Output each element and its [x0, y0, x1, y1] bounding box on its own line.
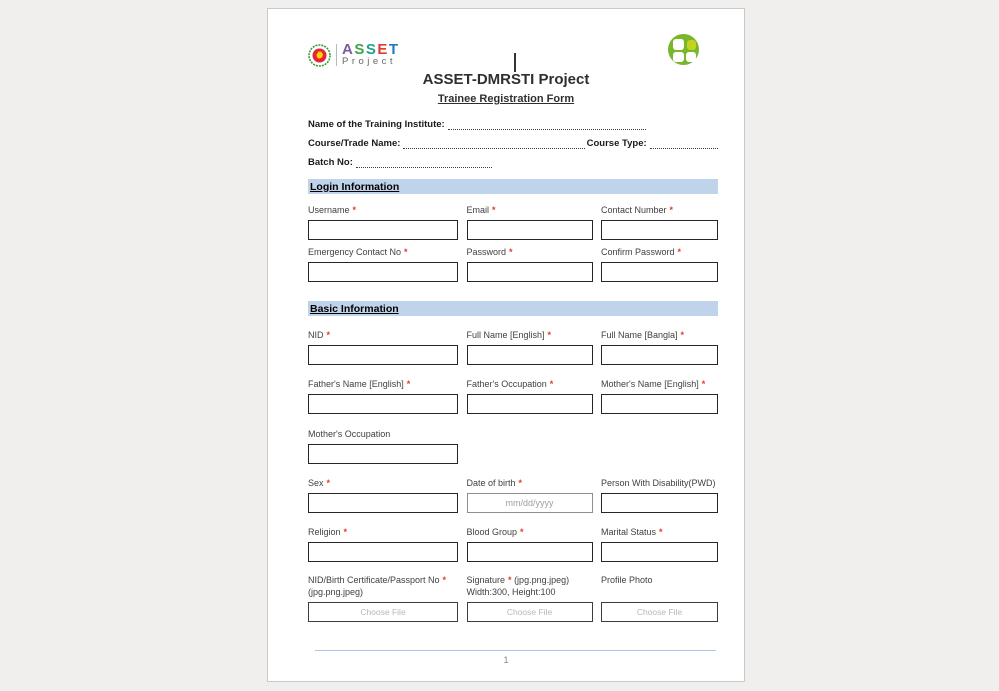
nid-file-label: NID/Birth Certificate/Passport No * (jpg.png.jpeg) [308, 575, 447, 597]
full-name-bangla-label: Full Name [Bangla] * [601, 330, 685, 340]
full-name-english-label: Full Name [English] * [466, 330, 552, 340]
fathers-name-label: Father's Name [English] * [308, 379, 411, 389]
username-label: Username * [308, 205, 357, 215]
field-signature-file [467, 575, 593, 622]
header-divider [514, 53, 516, 72]
religion-label: Religion * [308, 527, 348, 537]
mothers-occupation-label: Mother's Occupation [308, 429, 391, 439]
course-type-label: Course Type: [586, 138, 647, 149]
religion-input[interactable] [308, 542, 458, 562]
fathers-occupation-input[interactable] [467, 394, 593, 414]
sex-input[interactable] [308, 493, 458, 513]
confirm-password-label: Confirm Password * [601, 247, 682, 257]
login-row-2 [308, 246, 718, 282]
mothers-occupation-input[interactable] [308, 444, 458, 464]
batch-line [308, 157, 718, 168]
basic-row-6 [308, 575, 718, 622]
page-title: ASSET-DMRSTI Project [422, 71, 590, 88]
date-of-birth-label: Date of birth * [466, 478, 523, 488]
course-name-label: Course/Trade Name: [308, 138, 401, 149]
green-grid-logo-icon [668, 34, 699, 65]
asset-wordmark: ASSET [342, 41, 400, 58]
marital-status-input[interactable] [601, 542, 718, 562]
marital-status-label: Marital Status * [601, 527, 663, 537]
field-nid-file [308, 575, 458, 622]
basic-row-5 [308, 526, 718, 562]
field-fathers-name [308, 378, 458, 414]
field-mothers-name [601, 378, 718, 414]
fathers-occupation-label: Father's Occupation * [466, 379, 554, 389]
course-line [308, 138, 718, 149]
field-sex [308, 477, 458, 513]
signature-file-button[interactable]: Choose File [467, 602, 593, 622]
footer-rule [315, 650, 716, 651]
asset-project-logo [308, 43, 400, 67]
section-heading: Login Information [310, 180, 400, 193]
training-institute-label: Name of the Training Institute: [308, 119, 445, 130]
training-institute-line [308, 119, 718, 130]
document-page [267, 8, 745, 682]
mothers-name-input[interactable] [601, 394, 718, 414]
field-marital-status [601, 526, 718, 562]
section-login-information [308, 179, 718, 194]
basic-row-3 [308, 428, 718, 464]
field-mothers-occupation [308, 428, 458, 464]
pwd-label: Person With Disability(PWD) [601, 478, 716, 488]
date-of-birth-input[interactable] [467, 493, 593, 513]
mothers-name-label: Mother's Name [English] * [601, 379, 706, 389]
section-heading: Basic Information [310, 302, 399, 315]
pwd-input[interactable] [601, 493, 718, 513]
contact-number-label: Contact Number * [601, 205, 674, 215]
field-username [308, 204, 458, 240]
asset-wordmark-sub: Project [342, 56, 397, 67]
email-label: Email * [466, 205, 496, 215]
full-name-bangla-input[interactable] [601, 345, 718, 365]
field-nid [308, 329, 458, 365]
profile-photo-label: Profile Photo [601, 575, 653, 585]
dotted-leader [448, 121, 646, 130]
field-religion [308, 526, 458, 562]
nid-input[interactable] [308, 345, 458, 365]
govt-emblem-icon [308, 44, 331, 67]
fathers-name-input[interactable] [308, 394, 458, 414]
full-name-english-input[interactable] [467, 345, 593, 365]
field-full-name-bangla [601, 329, 718, 365]
sex-label: Sex * [308, 478, 331, 488]
nid-file-button[interactable]: Choose File [308, 602, 458, 622]
basic-row-4 [308, 477, 718, 513]
dotted-leader [403, 140, 584, 149]
field-confirm-password [601, 246, 718, 282]
batch-no-label: Batch No: [308, 157, 353, 168]
nid-label: NID * [308, 330, 331, 340]
field-emergency-contact [308, 246, 458, 282]
asset-brand-text [342, 43, 400, 67]
field-password [467, 246, 593, 282]
profile-photo-file-button[interactable]: Choose File [601, 602, 718, 622]
username-input[interactable] [308, 220, 458, 240]
dotted-leader [650, 140, 718, 149]
page-subtitle: Trainee Registration Form [437, 93, 575, 105]
field-email [467, 204, 593, 240]
dotted-leader [356, 159, 492, 168]
field-full-name-english [467, 329, 593, 365]
field-contact-number [601, 204, 718, 240]
field-fathers-occupation [467, 378, 593, 414]
blood-group-label: Blood Group * [466, 527, 524, 537]
basic-row-1 [308, 329, 718, 365]
signature-file-label: Signature * (jpg.png.jpeg) Width:300, Height:100 [466, 575, 570, 597]
field-blood-group [467, 526, 593, 562]
section-basic-information [308, 301, 718, 316]
logo-divider [336, 44, 337, 66]
contact-number-input[interactable] [601, 220, 718, 240]
email-input[interactable] [467, 220, 593, 240]
basic-row-2 [308, 378, 718, 414]
login-row-1 [308, 204, 718, 240]
field-date-of-birth [467, 477, 593, 513]
page-number: 1 [503, 655, 509, 666]
emergency-contact-label: Emergency Contact No * [308, 247, 408, 257]
password-label: Password * [466, 247, 513, 257]
password-input[interactable] [467, 262, 593, 282]
emergency-contact-input[interactable] [308, 262, 458, 282]
confirm-password-input[interactable] [601, 262, 718, 282]
field-pwd [601, 477, 718, 513]
field-profile-photo [601, 575, 718, 622]
blood-group-input[interactable] [467, 542, 593, 562]
